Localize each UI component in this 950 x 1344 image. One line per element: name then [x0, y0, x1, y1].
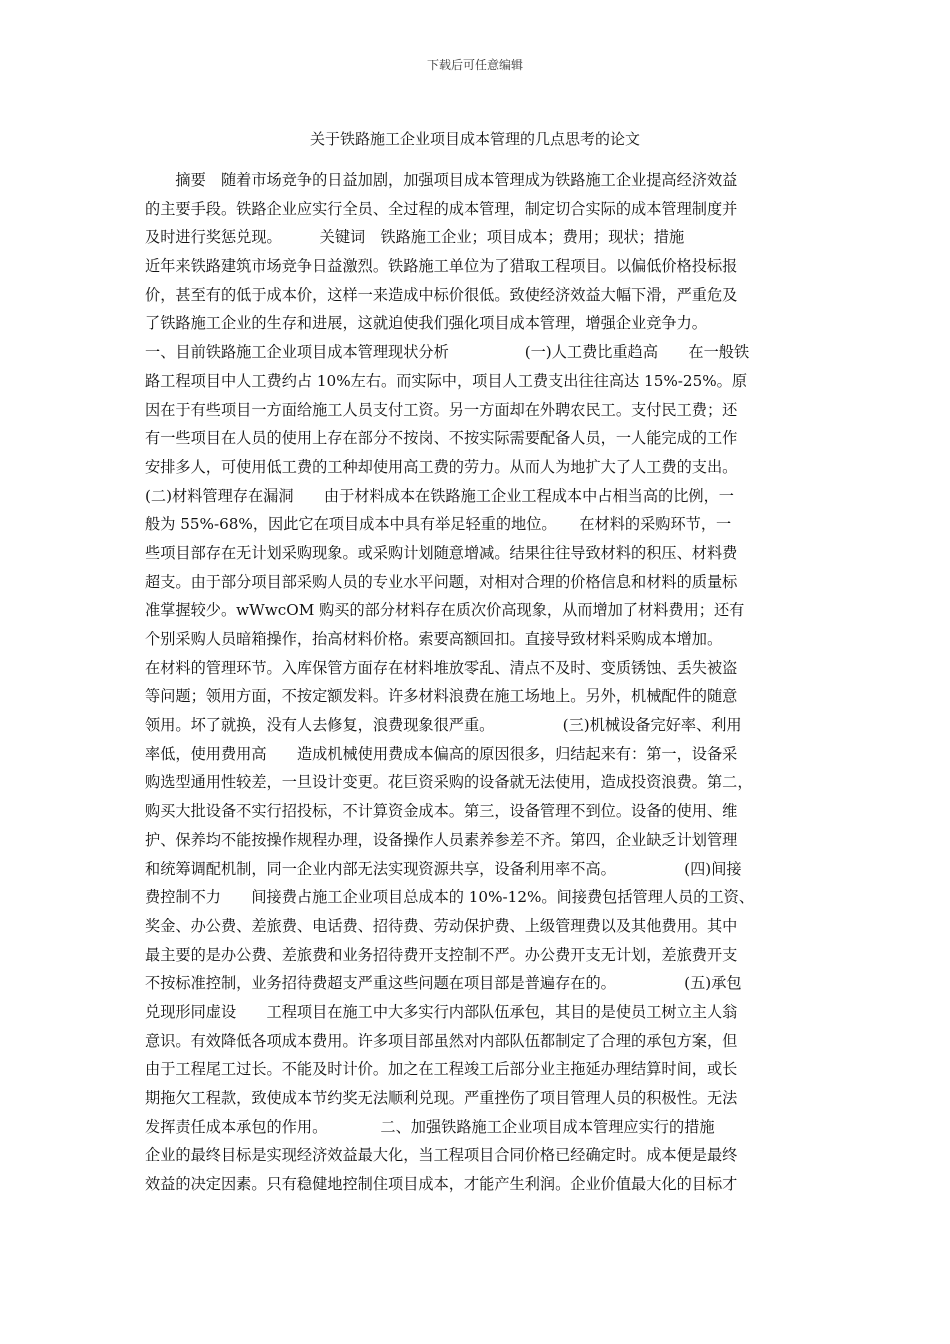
body-line: 发挥责任成本承包的作用。 二、加强铁路施工企业项目成本管理应实行的措施: [145, 1117, 715, 1136]
body-line: 和统筹调配机制，同一企业内部无法实现资源共享，设备利用率不高。 (四)间接: [145, 859, 742, 878]
body-line: 价，甚至有的低于成本价，这样一来造成中标价很低。致使经济效益大幅下滑，严重危及: [145, 285, 738, 304]
body-line: 个别采购人员暗箱操作，抬高材料价格。索要高额回扣。直接导致材料采购成本增加。: [145, 630, 723, 648]
body-line: 最主要的是办公费、差旅费和业务招待费开支控制不严。办公费开支无计划，差旅费开支: [145, 945, 738, 964]
body-line: 兑现形同虚设 工程项目在施工中大多实行内部队伍承包，其目的是使员工树立主人翁: [145, 1002, 738, 1021]
document-body: [145, 166, 810, 1199]
body-line: 及时进行奖惩兑现。 关键词 铁路施工企业；项目成本；费用；现状；措施: [145, 228, 685, 247]
body-line: 等问题；领用方面，不按定额发料。许多材料浪费在施工场地上。另外，机械配件的随意: [145, 687, 738, 706]
document-title: 关于铁路施工企业项目成本管理的几点思考的论文: [309, 130, 640, 148]
body-line: 不按标准控制，业务招待费超支严重这些问题在项目部是普遍存在的。 (五)承包: [145, 974, 742, 993]
body-line: 期拖欠工程款，致使成本节约奖无法顺利兑现。严重挫伤了项目管理人员的积极性。无法: [145, 1089, 738, 1107]
body-line: 意识。有效降低各项成本费用。许多项目部虽然对内部队伍都制定了合理的承包方案，但: [145, 1031, 738, 1050]
body-line: 率低，使用费用高 造成机械使用费成本偏高的原因很多，归结起来有：第一，设备采: [145, 744, 738, 763]
body-line: 企业的最终目标是实现经济效益最大化，当工程项目合同价格已经确定时。成本便是最终: [145, 1146, 738, 1165]
body-line: 护、保养均不能按操作规程办理，设备操作人员素养参差不齐。第四，企业缺乏计划管理: [145, 830, 738, 849]
body-line: 近年来铁路建筑市场竞争日益激烈。铁路施工单位为了猎取工程项目。以偏低价格投标报: [145, 257, 738, 276]
body-line: 的主要手段。铁路企业应实行全员、全过程的成本管理，制定切合实际的成本管理制度并: [145, 199, 738, 218]
body-line: 效益的决定因素。只有稳健地控制住项目成本，才能产生利润。企业价值最大化的目标才: [145, 1175, 738, 1194]
body-line: 因在于有些项目一方面给施工人员支付工资。另一方面却在外聘农民工。支付民工费；还: [145, 400, 738, 419]
body-line: 超支。由于部分项目部采购人员的专业水平问题，对相对合理的价格信息和材料的质量标: [145, 572, 738, 591]
body-line: 购选型通用性较差，一旦设计变更。花巨资采购的设备就无法使用，造成投资浪费。第二，: [145, 773, 753, 792]
page-header: 下载后可任意编辑: [426, 58, 523, 72]
body-line: 由于工程尾工过长。不能及时计价。加之在工程竣工后部分业主拖延办理结算时间，或长: [145, 1060, 738, 1079]
body-line: 路工程项目中人工费约占 10%左右。而实际中，项目人工费支出往往高达 15%-25%。原: [145, 371, 748, 390]
body-line: 准掌握较少。wWwcOM 购买的部分材料存在质次价高现象，从而增加了材料费用；还有: [145, 601, 745, 620]
body-line: 费控制不力 间接费占施工企业项目总成本的 10%-12%。间接费包括管理人员的工资、: [145, 888, 755, 907]
body-line: 安排多人，可使用低工费的工种却使用高工费的劳力。从而人为地扩大了人工费的支出。: [145, 457, 738, 476]
body-line: 购买大批设备不实行招投标，不计算资金成本。第三，设备管理不到位。设备的使用、维: [145, 802, 738, 821]
body-line: 在材料的管理环节。入库保管方面存在材料堆放零乱、清点不及时、变质锈蚀、丢失被盗: [145, 658, 738, 677]
body-line: 般为 55%-68%，因此它在项目成本中具有举足轻重的地位。 在材料的采购环节，一: [145, 515, 732, 534]
body-line: 一、目前铁路施工企业项目成本管理现状分析 (一)人工费比重趋高 在一般铁: [145, 343, 750, 362]
body-line: 领用。坏了就换，没有人去修复，浪费现象很严重。 (三)机械设备完好率、利用: [145, 716, 742, 735]
body-line: (二)材料管理存在漏洞 由于材料成本在铁路施工企业工程成本中占相当高的比例，一: [145, 486, 734, 505]
body-line: 摘要 随着市场竞争的日益加剧，加强项目成本管理成为铁路施工企业提高经济效益: [145, 171, 738, 189]
body-line: 了铁路施工企业的生存和进展，这就迫使我们强化项目成本管理，增强企业竞争力。: [145, 314, 707, 333]
body-line: 些项目部存在无计划采购现象。或采购计划随意增减。结果往往导致材料的积压、材料费: [145, 543, 738, 562]
body-line: 有一些项目在人员的使用上存在部分不按岗、不按实际需要配备人员，一人能完成的工作: [145, 429, 738, 448]
body-line: 奖金、办公费、差旅费、电话费、招待费、劳动保护费、上级管理费以及其他费用。其中: [145, 916, 738, 935]
